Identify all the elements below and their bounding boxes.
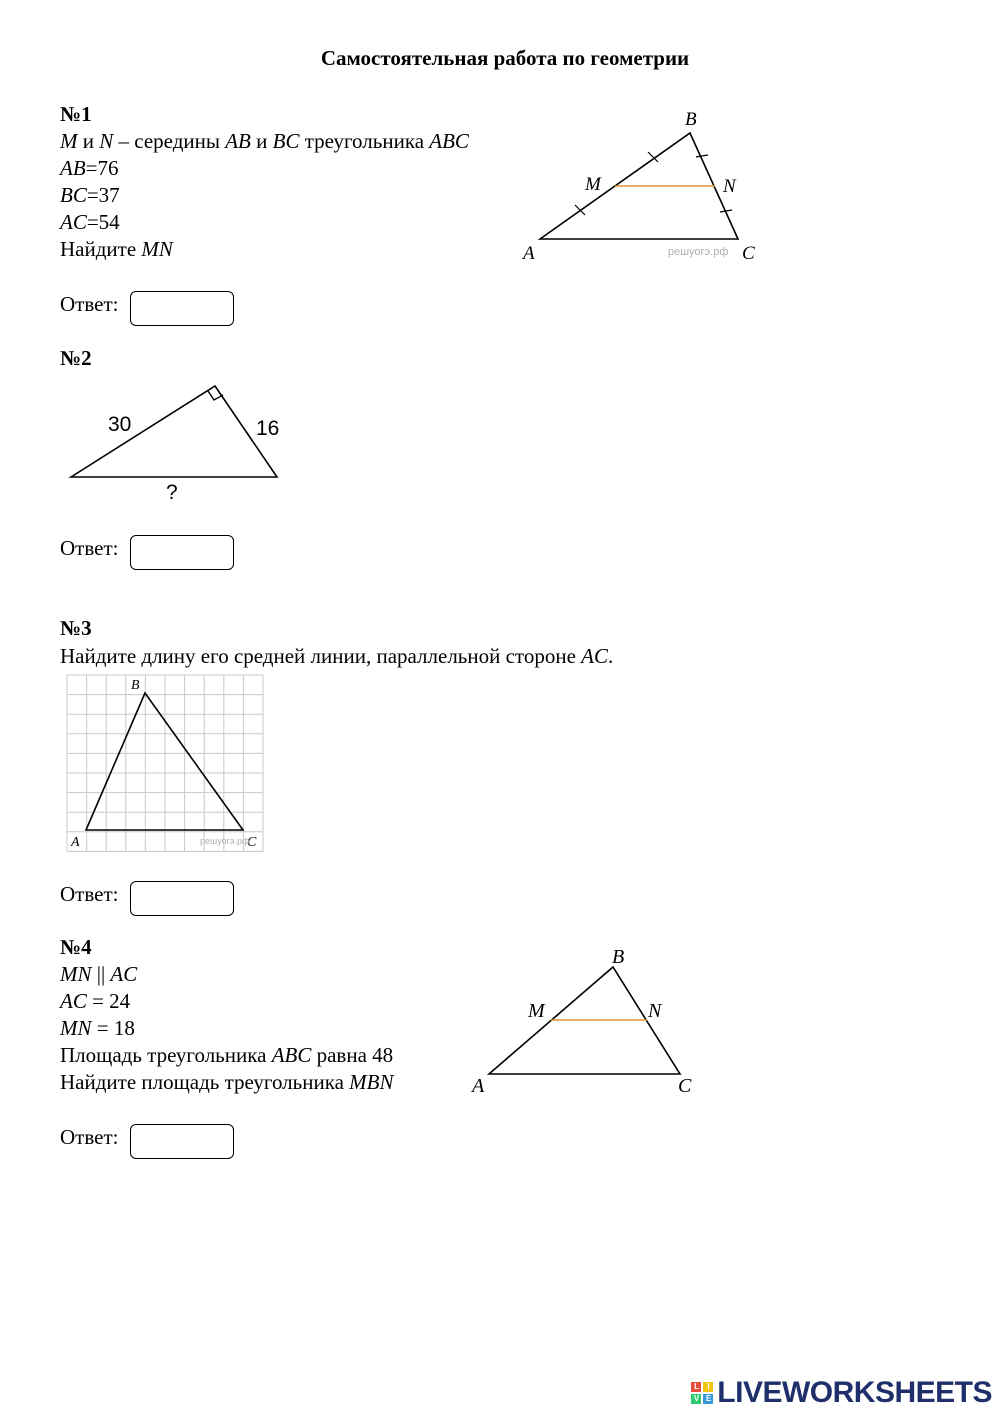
answer-3-input[interactable]	[130, 881, 234, 916]
task-3-figure	[65, 673, 265, 853]
task-4-question	[60, 1070, 393, 1095]
page-title: Самостоятельная работа по геометрии	[320, 46, 690, 70]
logo-icon	[691, 1382, 713, 1404]
label-c: C	[247, 835, 257, 850]
label-a: A	[71, 835, 80, 850]
right-angle-mark	[208, 391, 223, 400]
label-unknown: ?	[166, 481, 178, 504]
logo-text: LIVEWORKSHEETS	[717, 1376, 992, 1409]
find-target: MN	[141, 237, 173, 261]
ab-value: =76	[85, 156, 119, 180]
logo-letter-e: E	[703, 1394, 713, 1404]
task-4-mn	[60, 1016, 135, 1041]
task-1-ac	[60, 210, 120, 235]
segment-ac: AC	[110, 962, 138, 986]
logo-letter-v: V	[691, 1394, 701, 1404]
label-b: B	[685, 109, 697, 130]
task-4-number: №4	[60, 935, 92, 959]
answer-1-input[interactable]	[130, 291, 234, 326]
area-text: Площадь треугольника	[60, 1043, 272, 1067]
answer-1-label: Ответ:	[60, 292, 119, 316]
bc-value: =37	[86, 183, 120, 207]
segment-mn: MN	[60, 962, 92, 986]
task-1-bc	[60, 183, 120, 208]
find-text: Найдите площадь треугольника	[60, 1070, 350, 1094]
parallel-sign: ||	[91, 962, 111, 986]
task-4-parallel	[60, 962, 137, 987]
watermark: решуогэ.рф	[668, 246, 729, 258]
task-1-question	[60, 237, 173, 262]
task-4-ac	[60, 989, 130, 1014]
task-3-text: Найдите длину его средней линии, параллельной стороне	[60, 644, 582, 668]
right-triangle-shape	[71, 386, 280, 477]
label-a: A	[472, 1075, 485, 1097]
ac-value: =54	[86, 210, 120, 234]
bc-label: BC	[60, 183, 87, 207]
task-4-area	[60, 1043, 393, 1068]
task-2-number: №2	[60, 346, 92, 370]
task-3-side: AC	[581, 644, 608, 668]
answer-3-label: Ответ:	[60, 882, 119, 906]
mn-value: = 18	[91, 1016, 135, 1040]
area-triangle: ABC	[271, 1043, 312, 1067]
liveworksheets-logo	[691, 1376, 992, 1410]
task-1-figure	[515, 105, 770, 270]
logo-letter-i: I	[703, 1382, 713, 1392]
find-triangle: MBN	[349, 1070, 394, 1094]
ac-label: AC	[60, 989, 87, 1013]
label-b: B	[131, 678, 140, 693]
segment-bc: BC	[272, 129, 300, 153]
task-1-ab	[60, 156, 119, 181]
area-value: равна 48	[311, 1043, 394, 1067]
label-n: N	[648, 1000, 662, 1022]
label-c: C	[742, 243, 755, 264]
label-n: N	[723, 176, 736, 197]
label-m: M	[585, 174, 601, 195]
label-leg-16: 16	[256, 417, 280, 440]
task-1-statement	[60, 129, 469, 154]
ac-value: = 24	[86, 989, 131, 1013]
triangle-abc: ABC	[429, 129, 469, 153]
answer-4-input[interactable]	[130, 1124, 234, 1159]
triangle-word: треугольника	[299, 129, 430, 153]
find-text: Найдите	[60, 237, 142, 261]
task-3-dot: .	[607, 644, 614, 668]
mn-label: MN	[60, 1016, 92, 1040]
label-c: C	[678, 1075, 692, 1097]
answer-2-label: Ответ:	[60, 536, 119, 560]
point-m: M	[60, 129, 78, 153]
label-a: A	[523, 243, 535, 264]
grid	[67, 675, 263, 851]
label-leg-30: 30	[108, 413, 132, 436]
ac-label: AC	[60, 210, 87, 234]
logo-letter-l: L	[691, 1382, 701, 1392]
task-3-number: №3	[60, 616, 92, 640]
answer-4-label: Ответ:	[60, 1125, 119, 1149]
label-m: M	[528, 1000, 545, 1022]
segment-ab: AB	[225, 129, 251, 153]
conj-2: и	[250, 129, 273, 153]
task-1-number: №1	[60, 102, 92, 126]
point-n: N	[99, 129, 114, 153]
task-3-statement	[60, 644, 613, 669]
conj-1: и	[77, 129, 100, 153]
midpoints-text: – середины	[113, 129, 226, 153]
task-2-figure	[60, 375, 300, 510]
ab-label: AB	[60, 156, 86, 180]
label-b: B	[612, 946, 625, 968]
watermark: решуогэ.рф	[200, 836, 250, 846]
task-4-figure	[465, 940, 705, 1105]
answer-2-input[interactable]	[130, 535, 234, 570]
